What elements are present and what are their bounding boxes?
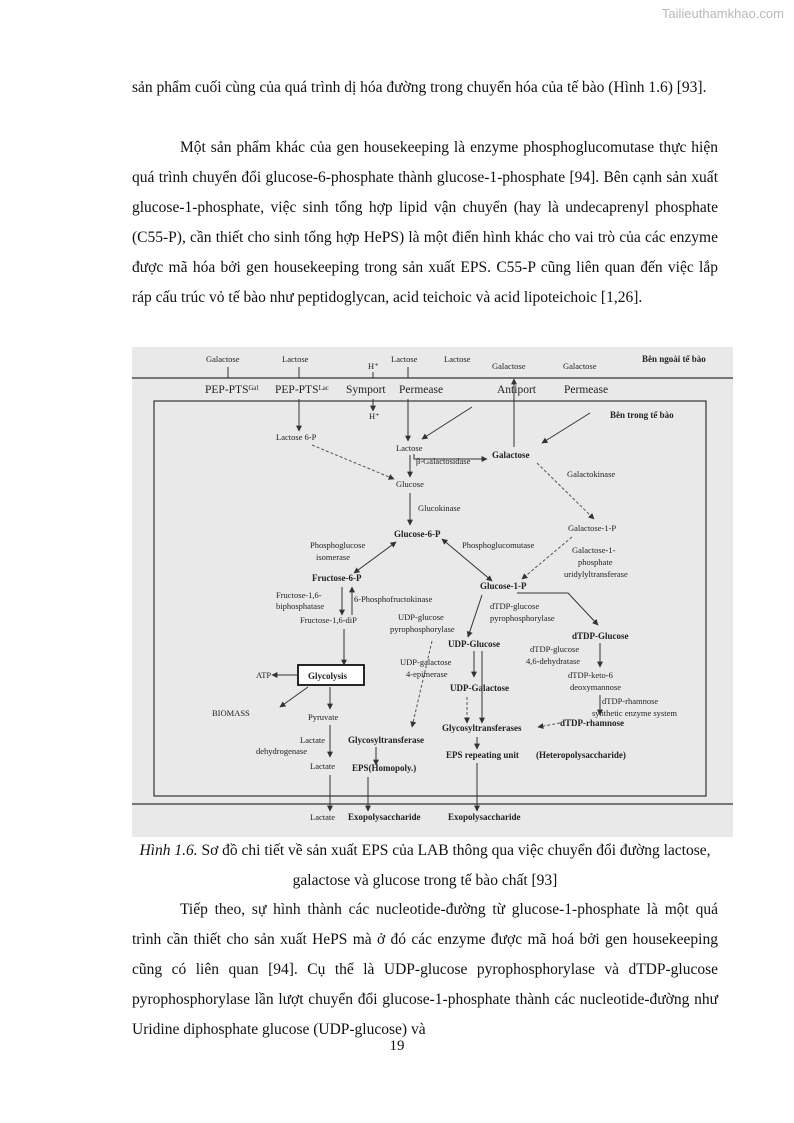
pathway-diagram [132, 347, 733, 837]
dtdp-gpp-1: dTDP-glucose [490, 601, 540, 611]
dtdp-dehydratase-2: 4,6-dehydratase [526, 656, 581, 666]
dtdp-keto-1: dTDP-keto-6 [568, 670, 613, 680]
udp-gal-epimerase-1: UDP-galactose [400, 657, 452, 667]
galactose-1p: Galactose-1-P [568, 523, 617, 533]
beta-galactosidase: β-Galactosidase [416, 456, 471, 466]
top-lactose-1: Lactose [282, 354, 309, 364]
eps-repeating-unit: EPS repeating unit [446, 750, 519, 760]
galactose-inside: Galactose [492, 450, 530, 460]
paragraph-1: sản phẩm cuối cùng của quá trình dị hóa đường trong chuyển hóa của tế bào (Hình 1.6) [93]. [132, 79, 707, 96]
glycosyltransferase: Glycosyltransferase [348, 735, 424, 745]
dtdp-gpp-2: pyrophosphorylase [490, 613, 555, 623]
paragraph-3-text: Tiếp theo, sự hình thành các nucleotide-đường từ glucose-1-phosphate là một quá trình cần thiết cho sản xuất HePS mà ở đó các enzyme được mã hoá bởi gen housekeeping cũng có liên quan [94]. Cụ thể là UDP-glucose pyrophosphorylase và dTDP-glucose pyrophosphorylase lần lượt chuyển đổi glucose-1-phosphate thành các nucleotide-đường như Uridine diphosphate glucose (UDP-glucose) và [132, 901, 718, 1038]
biomass: BIOMASS [212, 708, 250, 718]
top-lactose-3: Lactose [444, 354, 471, 364]
paragraph-2: Một sản phẩm khác của gen housekeeping là enzyme phosphoglucomutase thực hiện quá trình chuyển đổi glucose-6-phosphate thành glucose-1-phosphate [94]. Bên cạnh sản xuất glucose-1-phosphate, việc sinh tổng hợp lipid vận chuyển (hay là undecaprenyl phosphate (C55-P), cần thiết cho sinh tổng hợp HePS) là một điển hình khác cho vai trò của các enzyme được mã hóa bởi gen housekeeping trong sản xuất EPS. C55-P cũng liên quan đến việc lắp ráp cấu trúc vỏ tế bào như peptidoglycan, acid teichoic và acid lipoteichoic [1,26]. [132, 139, 718, 306]
glucokinase: Glucokinase [418, 503, 461, 513]
top-lactose-2: Lactose [391, 354, 418, 364]
pgi-1: Phosphoglucose [310, 540, 366, 550]
fbpase-1: Fructose-1,6- [276, 590, 322, 600]
transporter-symport: Symport [346, 384, 386, 396]
heteropolysaccharide: (Heteropolysaccharide) [536, 750, 626, 760]
watermark: Tailieuthamkhao.com [661, 6, 784, 21]
fructose-6p: Fructose-6-P [312, 573, 362, 583]
ldh-1: Lactate [300, 735, 326, 745]
lactose-6p: Lactose 6-P [276, 432, 317, 442]
eps-pathway-figure [132, 347, 733, 837]
gal1p-transferase-1: Galactose-1- [572, 545, 616, 555]
paragraph-3 [132, 895, 718, 1045]
phosphoglucomutase: Phosphoglucomutase [462, 540, 535, 550]
dtdp-rhamnose-system-1: dTDP-rhamnose [602, 696, 659, 706]
dtdp-rhamnose-system-2: synthetic enzyme system [592, 708, 677, 718]
gal1p-transferase-3: uridylyltransferase [564, 569, 628, 579]
figure-caption [132, 836, 718, 896]
pyruvate: Pyruvate [308, 712, 339, 722]
dtdp-rhamnose: dTDP-rhamnose [560, 718, 625, 728]
inside-cell-label: Bên trong tế bào [610, 410, 674, 420]
dtdp-glucose: dTDP-Glucose [572, 631, 629, 641]
outside-cell-label: Bên ngoài tế bào [642, 354, 706, 364]
dtdp-dehydratase-1: dTDP-glucose [530, 644, 580, 654]
udp-glucose: UDP-Glucose [448, 639, 500, 649]
h-plus-inside: H⁺ [369, 411, 380, 421]
caption-label: Hình 1.6. [139, 842, 198, 859]
glycolysis: Glycolysis [308, 671, 348, 681]
fbpase-2: biphosphatase [276, 601, 325, 611]
bottom-exopolysaccharide-2: Exopolysaccharide [448, 812, 521, 822]
top-galactose-3: Galactose [563, 361, 597, 371]
udp-gpp-2: pyrophosphorylase [390, 624, 455, 634]
glucose-6p: Glucose-6-P [394, 529, 441, 539]
gal1p-transferase-2: phosphate [578, 557, 613, 567]
caption-text: Sơ đồ chi tiết về sản xuất EPS của LAB thông qua việc chuyển đổi đường lactose, galactose và glucose trong tế bào chất [93] [197, 842, 711, 889]
ldh-2: dehydrogenase [256, 746, 307, 756]
top-h-plus: H⁺ [368, 361, 379, 371]
fructose-16-dip: Fructose-1,6-diP [300, 615, 357, 625]
udp-galactose: UDP-Galactose [450, 683, 509, 693]
udp-gal-epimerase-2: 4-epimerase [406, 669, 448, 679]
bottom-lactate: Lactate [310, 812, 336, 822]
glucose: Glucose [396, 479, 424, 489]
pfk: 6-Phosphofructokinase [354, 594, 433, 604]
eps-homopoly: EPS(Homopoly.) [352, 763, 417, 773]
glucose-1p: Glucose-1-P [480, 581, 527, 591]
page-number: 19 [389, 1038, 405, 1054]
dtdp-keto-2: deoxymannose [570, 682, 621, 692]
udp-gpp-1: UDP-glucose [398, 612, 444, 622]
transporter-antiport: Antiport [497, 384, 536, 396]
top-galactose-1: Galactose [206, 354, 240, 364]
transporter-permease-2: Permease [564, 384, 609, 396]
pgi-2: isomerase [316, 552, 350, 562]
lactose-inside: Lactose [396, 443, 423, 453]
galactokinase: Galactokinase [567, 469, 616, 479]
atp: ATP [256, 670, 272, 680]
top-galactose-2: Galactose [492, 361, 526, 371]
transporter-pep-pts-lac: PEP-PTSᴸᵃᶜ [275, 384, 329, 396]
lactate-inside: Lactate [310, 761, 336, 771]
transporter-permease-1: Permease [399, 384, 444, 396]
glycosyltransferases: Glycosyltransferases [442, 723, 522, 733]
transporter-pep-pts-gal: PEP-PTSᴳᵃˡ [205, 384, 259, 396]
bottom-exopolysaccharide-1: Exopolysaccharide [348, 812, 421, 822]
